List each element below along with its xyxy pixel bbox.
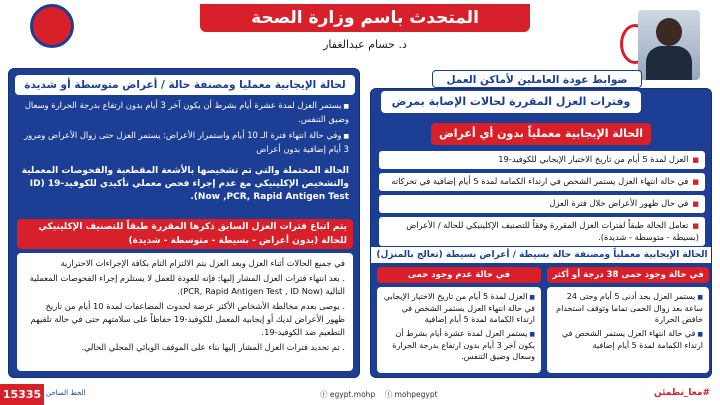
right-panel (370, 88, 712, 378)
list-item: ■ يستمر العزل لمدة عشرة أيام بشرط أن يكون آخر 3 أيام بدون ارتفاع بدرجة الحرارة وسعال وضيق التنفس. (19, 99, 349, 126)
no-fever-column (377, 287, 541, 373)
fever-column (547, 287, 709, 373)
twitter-icon: ⓣ (384, 390, 393, 399)
square-bullet-icon: ■ (692, 156, 699, 164)
list-item: . تم تحديد فترات العزل المشار إليها بناء على الموقف الوبائي المحلي الحالي. (81, 342, 345, 352)
list-item: ■ في حالة انتهاء العزل يستمر الشخص في ارتداء الكمامة لمدة 5 أيام إضافية (553, 328, 703, 351)
square-bullet-icon: ■ (692, 200, 699, 208)
asymptomatic-title: الحالة الإيجابية معملياً بدون أي أعراض (431, 123, 651, 145)
list-item: ■تعامل الحالة طبقاً لفترات العزل المقررة وفقاً للتصنيف الإكلينيكي للحالة / الأعراض (بسيطة - متوسطة - شديدة). (379, 217, 705, 246)
list-item: ■ يستمر العزل بحد أدنى 5 أيام وحتى 24 ساعة بعد زوال الحمى تماما وتوقف استخدام خافض الحرارة (553, 291, 703, 325)
probable-case-text: الحالة المحتملة والتي تم تشخيصها بالأشعة المقطعية والفحوصات المعملية والتشخيص الإكلينيكي مع عدم إجراء فحص معملي تأكيدي للكوفيد-19 (ID Now ,PCR, Rapid Antigen Test). (21, 166, 349, 202)
red-note: يتم اتباع فترات العزل السابق ذكرها المقررة طبقاً للتصنيف الإكلينيكي للحالة (بدون أعراض - بسيطة - متوسطة - شديدة) (17, 219, 353, 249)
ministry-logo (30, 4, 74, 48)
hotline-label: الخط الساخن (46, 389, 86, 397)
right-title-2: وفترات العزل المقررة لحالات الإصابة بمرض (381, 91, 641, 113)
hotline-number: 15335 (0, 384, 44, 405)
hashtag: #معا_نطمئن (653, 388, 710, 398)
left-bullets (19, 99, 349, 159)
facebook-icon: ⓕ (320, 390, 328, 399)
asymptomatic-list (379, 151, 705, 250)
list-item: ■ العزل لمدة 5 أيام من تاريخ الاختبار الإيجابي في حالة انتهاء العزل يستمر الشخص في ارتداء الكمامة لمدة 5 أيام إضافية (383, 291, 535, 325)
general-notes-box (17, 253, 353, 371)
social-handle: mohpegypt (394, 390, 438, 399)
list-item: ■في حالة انتهاء العزل يستمر الشخص في ارتداء الكمامة لمدة 5 أيام إضافية في تحركاته (379, 173, 705, 191)
square-bullet-icon: ■ (692, 222, 699, 230)
page-title: المتحدث باسم وزارة الصحة (200, 4, 530, 32)
left-panel (8, 68, 360, 378)
list-item: ■العزل لمدة 5 أيام من تاريخ الاختبار الإيجابي للكوفيد-19 (379, 151, 705, 169)
list-item: في جميع الحالات أثناء العزل وبعد العزل يتم الالتزام التام بكافة الإجراءات الاحترازية (60, 258, 345, 268)
list-item: ■ يستمر العزل لمدة عشرة أيام بشرط أن يكون آخر 3 أيام بدون ارتفاع بدرجة الحرارة وسعال وضيق التنفس. (383, 328, 535, 362)
social-handles (320, 389, 438, 400)
no-fever-column-title: في حالة عدم وجود حمى (377, 267, 541, 283)
list-item: ■في حال ظهور الأعراض خلال فترة العزل (379, 195, 705, 213)
mild-case-title: الحالة الإيجابية معملياً ومصنفة حالة بسيطة / أعراض بسيطة (تعالج بالمنزل) (371, 247, 712, 263)
list-item: . يوصى بعدم مخالطة الأشخاص الأكثر عرضة لحدوث المضاعفات لمدة 10 أيام من تاريخ ظهور الأعراض لديك أو إيجابية المعمل للكوفيد-19 حفاظاً على سلامتهم حتى في حالة تلقيهم التطعيم ضد الكوفيد-19. (30, 301, 345, 337)
list-item: . بعد انتهاء فترات العزل المشار إليها: فإنه للعودة للعمل لا يستلزم إجراء الفحوصات المعملية التالية (PCR, Rapid Antigen Test , ID Now). (29, 273, 345, 296)
right-title-1: ضوابط عودة العاملين لأماكن العمل (432, 70, 642, 88)
footer (0, 384, 720, 405)
left-title: لحالة الإيجابية معمليا ومصنفة حالة / أعراض متوسطة أو شديدة (15, 75, 355, 95)
social-handle: egypt.mohp (329, 390, 376, 399)
speaker-photo (638, 10, 700, 80)
list-item: ■ وفي حالة انتهاء فترة الـ 10 أيام واستمرار الأعراض: يستمر العزل حتى زوال الأعراض ومرور 3 أيام إضافية بدون أعراض (19, 129, 349, 156)
square-bullet-icon: ■ (692, 178, 699, 186)
speaker-name: د. حسام عبدالغفار (323, 38, 407, 51)
fever-column-title: في حالة وجود حمى 38 درجة أو أكثر (547, 267, 709, 283)
